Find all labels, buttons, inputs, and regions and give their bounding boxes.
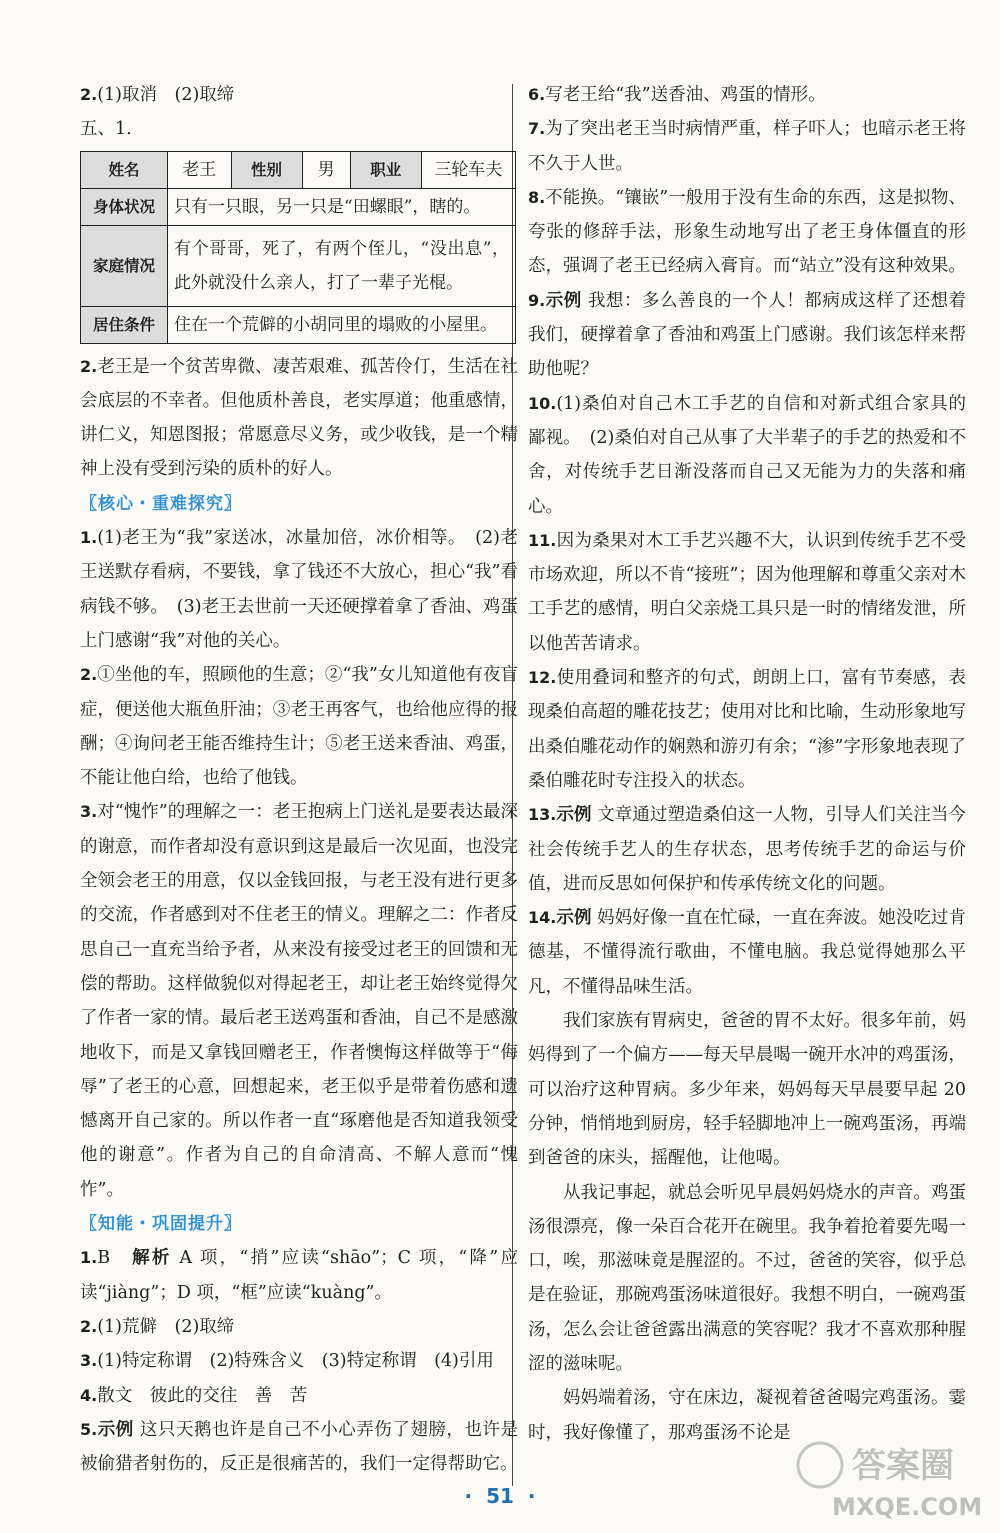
answer-2: 2.老王是一个贫苦卑微、凄苦艰难、孤苦伶仃，生活在社会底层的不幸者。但他质朴善良，老实厚道；他重感情，讲仁义，知恩图报；常愿意尽义务，或少收钱，是一个精神上没有受到污染的质朴的好人。	[80, 356, 518, 480]
cell-body: 只有一只眼，另一只是“田螺眼”，瞎的。	[168, 188, 516, 225]
cell-gender: 男	[302, 151, 350, 188]
header-live: 居住条件	[81, 306, 168, 343]
essay-paragraph-2: 从我记事起，就总会听见早晨妈妈烧水的声音。鸡蛋汤很漂亮，像一朵百合花开在碗里。我争着抢着要先喝一口，唉，那滋味竟是腥涩的。不过，爸爸的笑容，似乎总是在验证，那碗鸡蛋汤味道很好。我想不明白，一碗鸡蛋汤，怎么会让爸爸露出满意的笑容呢？我才不喜欢那种腥涩的滋味呢。	[528, 1182, 966, 1374]
left-column	[80, 78, 518, 1481]
right-column	[528, 78, 966, 1450]
cell-live: 住在一个荒僻的小胡同里的塌败的小屋里。	[168, 306, 516, 343]
consolidate-answer-2: 2.(1)荒僻 (2)取缔	[80, 1316, 235, 1337]
header-name: 姓名	[81, 151, 168, 188]
answer-14: 14.示例 妈妈好像一直在忙碌，一直在奔波。她没吃过肯德基，不懂得流行歌曲，不懂电脑。我总觉得她那么平凡，不懂得品味生活。	[528, 908, 967, 997]
section-core-heading: 〖核心・重难探究〗	[80, 493, 242, 514]
section-wu-1: 五、1.	[80, 119, 132, 140]
header-body: 身体状况	[81, 188, 168, 225]
consolidate-answer-5: 5.示例 这只天鹅也许是自己不小心弄伤了翅膀，也许是被偷猎者射伤的，反正是很痛苦的，我们一定得帮助它。	[80, 1419, 519, 1475]
answer-6: 6.写老王给“我”送香油、鸡蛋的情形。	[528, 85, 826, 105]
core-answer-1: 1.(1)老王为“我”家送冰，冰量加倍，冰价相等。 (2)老王送默存看病，不要钱，拿了钱还不大放心，担心“我”看病钱不够。 (3)老王去世前一天还硬撑着拿了香油、鸡蛋上门感谢“我”对他的关心。	[80, 528, 518, 651]
cell-job: 三轮车夫	[421, 151, 515, 188]
cell-family: 有个哥哥，死了，有两个侄儿，“没出息”，此外就没什么亲人，打了一辈子光棍。	[168, 225, 516, 306]
answer-10: 10.(1)桑伯对自己木工手艺的自信和对新式组合家具的鄙视。 (2)桑伯对自己从事了大半辈子的手艺的热爱和不舍，对传统手艺日渐没落而自己又无能为力的失落和痛心。	[528, 393, 966, 517]
watermark-url-text: MXQE.COM	[832, 1493, 982, 1521]
header-job: 职业	[350, 151, 421, 188]
watermark-main-text: 答案圈	[852, 1446, 954, 1486]
table-row	[81, 188, 516, 225]
answer-2-top: 2.(1)取消 (2)取缔	[80, 85, 235, 105]
consolidate-answer-1: 1.B 解析 A 项，“捎”应读“shāo”；C 项，“降”应读“jiàng”；D 项，“框”应读“kuàng”。	[80, 1248, 518, 1303]
header-gender: 性别	[231, 151, 302, 188]
core-answer-2: 2.①坐他的车，照顾他的生意；②“我”女儿知道他有夜盲症，便送他大瓶鱼肝油；③老王再客气，也给他应得的报酬；④询问老王能否维持生计；⑤老王送来香油、鸡蛋，不能让他白给，也给了他钱。	[80, 665, 518, 789]
consolidate-answer-3: 3.(1)特定称谓 (2)特殊含义 (3)特定称谓 (4)引用	[80, 1351, 494, 1372]
header-family: 家庭情况	[81, 225, 168, 306]
answer-9: 9.示例 我想：多么善良的一个人！都病成这样了还想着我们，硬撑着拿了香油和鸡蛋上门感谢。我们该怎样来帮助他呢？	[528, 290, 967, 380]
answer-13: 13.示例 文章通过塑造桑伯这一人物，引导人们关注当今社会传统手艺人的生存状态，思考传统手艺的命运与价值，进而反思如何保护和传承传统文化的问题。	[528, 805, 967, 894]
table-row	[81, 306, 516, 343]
answer-8: 8.不能换。“镶嵌”一般用于没有生命的东西，这是拟物、夸张的修辞手法，形象生动地写出了老王身体僵直的形态，强调了老王已经病入膏肓。而“站立”没有这种效果。	[528, 187, 966, 277]
cell-name: 老王	[168, 151, 232, 188]
essay-paragraph-3: 妈妈端着汤，守在床边，凝视着爸爸喝完鸡蛋汤。霎时，我好像懂了，那鸡蛋汤不论是	[528, 1388, 966, 1443]
answer-7: 7.为了突出老王当时病情严重，样子吓人；也暗示老王将不久于人世。	[528, 119, 966, 174]
consolidate-answer-4: 4.散文 彼此的交往 善 苦	[80, 1385, 308, 1406]
core-answer-3: 3.对“愧怍”的理解之一：老王抱病上门送礼是要表达最深的谢意，而作者却没有意识到这是最后一次见面，也没完全领会老王的用意，仅以金钱回报，与老王没有进行更多的交流，作者感到对不住老王的情义。理解之二：作者反思自己一直充当给予者，从来没有接受过老王的回馈和无偿的帮助。这样做貌似对得起老王，却让老王始终觉得欠了作者一家的情。最后老王送鸡蛋和香油，自己不是感激地收下，而是又拿钱回赠老王，作者懊悔这样做等于“侮辱”了老王的心意，回想起来，老王似乎是带着伤感和遗憾离开自己家的。所以作者一直“琢磨他是否知道我领受他的谢意”。作者为自己的自命清高、不解人意而“愧怍”。	[80, 802, 518, 1200]
watermark-logo	[792, 1425, 982, 1525]
table-row	[81, 225, 516, 306]
essay-paragraph-1: 我们家族有胃病史，爸爸的胃不太好。很多年前，妈妈得到了一个偏方——每天早晨喝一碗开水冲的鸡蛋汤，可以治疗这种胃病。多少年来，妈妈每天早晨要早起 20 分钟，悄悄地到厨房，轻手轻脚地冲上一碗鸡蛋汤，再端到爸爸的床头，摇醒他，让他喝。	[528, 1011, 966, 1169]
table-row	[81, 151, 516, 188]
page-number: · 51 ·	[464, 1484, 536, 1508]
answer-11: 11.因为桑果对木工手艺兴趣不大，认识到传统手艺不受市场欢迎，所以不肯“接班”；因为他理解和尊重父亲对木工手艺的感情，明白父亲烧工具只是一时的情绪发泄，所以他苦苦请求。	[528, 530, 966, 654]
watermark-circle	[798, 1443, 842, 1487]
laowang-info-table	[80, 151, 516, 344]
section-consolidate-heading: 〖知能・巩固提升〗	[80, 1214, 242, 1235]
answer-12: 12.使用叠词和整齐的句式，朗朗上口，富有节奏感，表现桑伯高超的雕花技艺；使用对比和比喻，生动形象地写出桑伯雕花动作的娴熟和游刃有余；“渗”字形象地表现了桑伯雕花时专注投入的状态。	[528, 668, 966, 791]
